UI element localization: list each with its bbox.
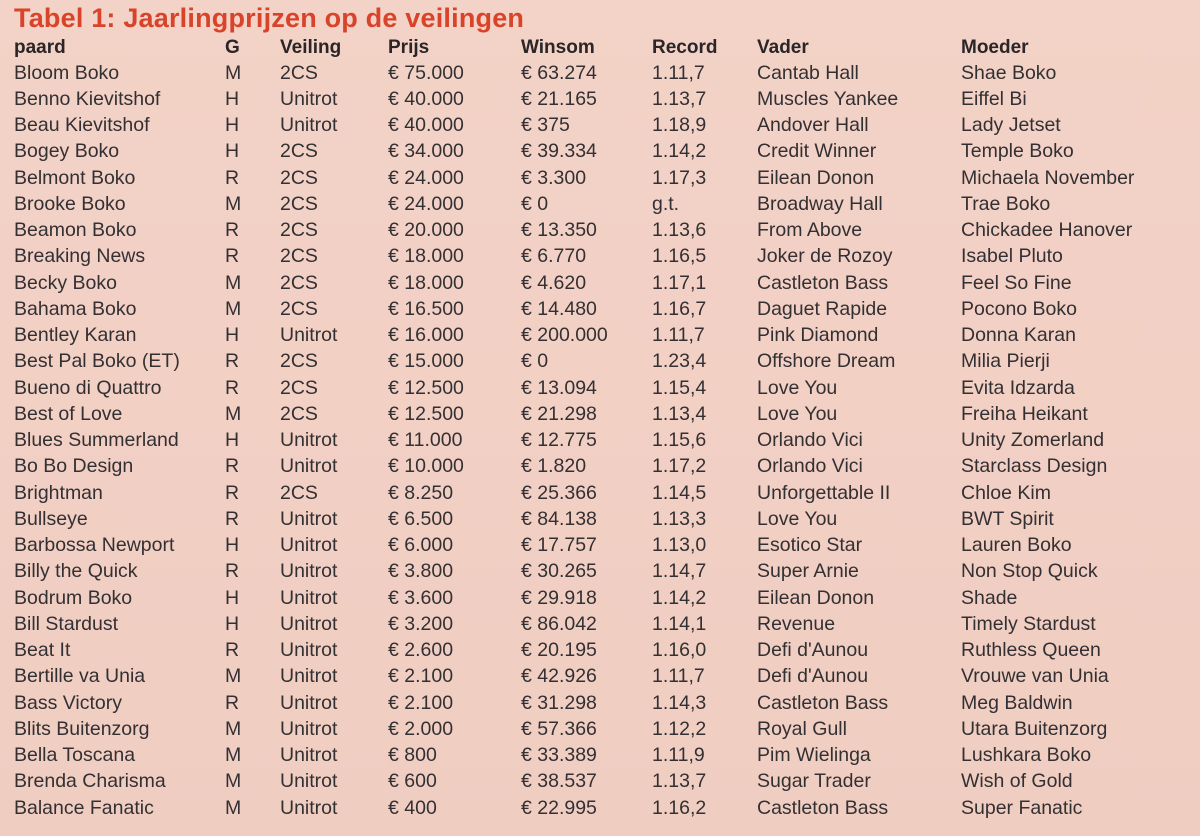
vader-cell: Love You: [757, 376, 838, 399]
moeder-cell: Vrouwe van Unia: [961, 665, 1109, 688]
vader-cell: From Above: [757, 219, 863, 242]
geslacht-cell: M: [225, 770, 242, 793]
veiling-cell: Unitrot: [280, 429, 338, 452]
prijs-cell: € 800: [388, 744, 437, 767]
table-row: [14, 585, 1194, 611]
moeder-cell: Meg Baldwin: [961, 691, 1073, 714]
paard-cell: Bueno di Quattro: [14, 376, 162, 399]
winsom-cell: € 17.757: [521, 534, 597, 557]
record-cell: 1.11,7: [652, 665, 705, 688]
record-cell: 1.14,7: [652, 560, 707, 583]
paard-cell: Bentley Karan: [14, 324, 137, 347]
vader-cell: Pim Wielinga: [757, 744, 871, 767]
veiling-cell: Unitrot: [280, 717, 338, 740]
table-row: [14, 296, 1194, 322]
vader-cell: Andover Hall: [757, 114, 869, 137]
geslacht-cell: H: [225, 534, 240, 557]
winsom-cell: € 30.265: [521, 560, 597, 583]
geslacht-cell: R: [225, 560, 240, 583]
veiling-cell: Unitrot: [280, 534, 338, 557]
vader-cell: Orlando Vici: [757, 429, 863, 452]
winsom-cell: € 1.820: [521, 455, 587, 478]
geslacht-cell: R: [225, 245, 240, 268]
vader-cell: Love You: [757, 507, 838, 530]
vader-cell: Defi d'Aunou: [757, 665, 869, 688]
prijs-cell: € 75.000: [388, 61, 464, 84]
geslacht-cell: M: [225, 796, 242, 819]
prijs-cell: € 3.800: [388, 560, 454, 583]
table-row: [14, 559, 1194, 585]
record-cell: 1.14,1: [652, 612, 707, 635]
paard-cell: Bo Bo Design: [14, 455, 134, 478]
record-cell: 1.14,3: [652, 691, 707, 714]
record-cell: 1.14,2: [652, 586, 707, 609]
vader-cell: Sugar Trader: [757, 770, 871, 793]
geslacht-cell: R: [225, 376, 240, 399]
paard-cell: Beat It: [14, 639, 71, 662]
paard-cell: Bloom Boko: [14, 61, 120, 84]
geslacht-cell: H: [225, 586, 240, 609]
column-header-veiling: Veiling: [280, 37, 342, 58]
prijs-cell: € 18.000: [388, 245, 464, 268]
table-row: [14, 191, 1194, 217]
record-cell: 1.17,2: [652, 455, 707, 478]
moeder-cell: Timely Stardust: [961, 612, 1096, 635]
paard-cell: Beau Kievitshof: [14, 114, 150, 137]
winsom-cell: € 38.537: [521, 770, 597, 793]
geslacht-cell: R: [225, 639, 240, 662]
vader-cell: Orlando Vici: [757, 455, 863, 478]
record-cell: 1.16,5: [652, 245, 707, 268]
moeder-cell: Isabel Pluto: [961, 245, 1063, 268]
column-header-record: Record: [652, 37, 718, 58]
veiling-cell: 2CS: [280, 140, 318, 163]
moeder-cell: Ruthless Queen: [961, 639, 1101, 662]
geslacht-cell: M: [225, 271, 242, 294]
vader-cell: Credit Winner: [757, 140, 877, 163]
paard-cell: Belmont Boko: [14, 166, 136, 189]
veiling-cell: Unitrot: [280, 770, 338, 793]
record-cell: 1.13,4: [652, 402, 707, 425]
moeder-cell: BWT Spirit: [961, 507, 1054, 530]
moeder-cell: Shae Boko: [961, 61, 1057, 84]
record-cell: 1.16,7: [652, 297, 707, 320]
vader-cell: Super Arnie: [757, 560, 859, 583]
column-header-prijs: Prijs: [388, 37, 430, 58]
prijs-cell: € 6.000: [388, 534, 454, 557]
moeder-cell: Utara Buitenzorg: [961, 717, 1108, 740]
geslacht-cell: M: [225, 665, 242, 688]
paard-cell: Brooke Boko: [14, 192, 126, 215]
table-row: [14, 638, 1194, 664]
veiling-cell: 2CS: [280, 350, 318, 373]
winsom-cell: € 21.165: [521, 87, 597, 110]
winsom-cell: € 375: [521, 114, 570, 137]
record-cell: 1.12,2: [652, 717, 707, 740]
veiling-cell: 2CS: [280, 219, 318, 242]
prijs-cell: € 3.200: [388, 612, 454, 635]
vader-cell: Castleton Bass: [757, 796, 889, 819]
prijs-cell: € 2.000: [388, 717, 454, 740]
geslacht-cell: R: [225, 507, 240, 530]
vader-cell: Unforgettable II: [757, 481, 891, 504]
veiling-cell: Unitrot: [280, 586, 338, 609]
record-cell: 1.11,9: [652, 744, 705, 767]
record-cell: 1.15,4: [652, 376, 707, 399]
vader-cell: Love You: [757, 402, 838, 425]
winsom-cell: € 39.334: [521, 140, 597, 163]
record-cell: 1.13,7: [652, 770, 707, 793]
prijs-cell: € 16.500: [388, 297, 464, 320]
record-cell: 1.11,7: [652, 61, 705, 84]
paard-cell: Brightman: [14, 481, 103, 504]
table-row: [14, 506, 1194, 532]
geslacht-cell: H: [225, 324, 240, 347]
winsom-cell: € 12.775: [521, 429, 597, 452]
prijs-cell: € 12.500: [388, 402, 464, 425]
prijs-cell: € 34.000: [388, 140, 464, 163]
vader-cell: Broadway Hall: [757, 192, 883, 215]
moeder-cell: Non Stop Quick: [961, 560, 1098, 583]
winsom-cell: € 31.298: [521, 691, 597, 714]
winsom-cell: € 0: [521, 192, 549, 215]
table-row: [14, 113, 1194, 139]
geslacht-cell: R: [225, 350, 240, 373]
winsom-cell: € 25.366: [521, 481, 597, 504]
moeder-cell: Starclass Design: [961, 455, 1108, 478]
prijs-cell: € 24.000: [388, 166, 464, 189]
winsom-cell: € 86.042: [521, 612, 597, 635]
column-header-paard: paard: [14, 37, 66, 58]
moeder-cell: Wish of Gold: [961, 770, 1073, 793]
moeder-cell: Lushkara Boko: [961, 744, 1092, 767]
column-header-moeder: Moeder: [961, 37, 1029, 58]
veiling-cell: Unitrot: [280, 507, 338, 530]
prijs-cell: € 18.000: [388, 271, 464, 294]
column-header-vader: Vader: [757, 37, 809, 58]
geslacht-cell: M: [225, 61, 242, 84]
table-row: [14, 218, 1194, 244]
veiling-cell: Unitrot: [280, 114, 338, 137]
record-cell: 1.23,4: [652, 350, 707, 373]
geslacht-cell: H: [225, 114, 240, 137]
veiling-cell: Unitrot: [280, 665, 338, 688]
moeder-cell: Lauren Boko: [961, 534, 1072, 557]
table-row: [14, 795, 1194, 821]
winsom-cell: € 20.195: [521, 639, 597, 662]
table-header-row: [14, 36, 1194, 60]
paard-cell: Blits Buitenzorg: [14, 717, 150, 740]
table-row: [14, 716, 1194, 742]
winsom-cell: € 200.000: [521, 324, 608, 347]
geslacht-cell: R: [225, 219, 240, 242]
vader-cell: Royal Gull: [757, 717, 847, 740]
column-header-g: G: [225, 37, 240, 58]
vader-cell: Defi d'Aunou: [757, 639, 869, 662]
prijs-cell: € 10.000: [388, 455, 464, 478]
paard-cell: Benno Kievitshof: [14, 87, 161, 110]
prijs-cell: € 12.500: [388, 376, 464, 399]
vader-cell: Castleton Bass: [757, 271, 889, 294]
prijs-cell: € 40.000: [388, 87, 464, 110]
moeder-cell: Super Fanatic: [961, 796, 1083, 819]
moeder-cell: Chloe Kim: [961, 481, 1051, 504]
table-title: Tabel 1: Jaarlingprijzen op de veilingen: [14, 3, 525, 33]
table-row: [14, 428, 1194, 454]
veiling-cell: Unitrot: [280, 455, 338, 478]
veiling-cell: 2CS: [280, 481, 318, 504]
paard-cell: Barbossa Newport: [14, 534, 175, 557]
winsom-cell: € 14.480: [521, 297, 597, 320]
table-row: [14, 86, 1194, 112]
table-row: [14, 401, 1194, 427]
winsom-cell: € 4.620: [521, 271, 587, 294]
geslacht-cell: H: [225, 140, 240, 163]
winsom-cell: € 21.298: [521, 402, 597, 425]
veiling-cell: Unitrot: [280, 639, 338, 662]
veiling-cell: 2CS: [280, 245, 318, 268]
table-row: [14, 165, 1194, 191]
prijs-cell: € 16.000: [388, 324, 464, 347]
veiling-cell: 2CS: [280, 271, 318, 294]
vader-cell: Daguet Rapide: [757, 297, 888, 320]
moeder-cell: Temple Boko: [961, 140, 1074, 163]
veiling-cell: Unitrot: [280, 744, 338, 767]
veiling-cell: 2CS: [280, 61, 318, 84]
winsom-cell: € 84.138: [521, 507, 597, 530]
geslacht-cell: M: [225, 297, 242, 320]
paard-cell: Becky Boko: [14, 271, 117, 294]
veiling-cell: Unitrot: [280, 612, 338, 635]
table-row: [14, 769, 1194, 795]
paard-cell: Bella Toscana: [14, 744, 136, 767]
paard-cell: Bogey Boko: [14, 140, 120, 163]
vader-cell: Pink Diamond: [757, 324, 879, 347]
table-row: [14, 270, 1194, 296]
geslacht-cell: H: [225, 429, 240, 452]
winsom-cell: € 13.094: [521, 376, 597, 399]
geslacht-cell: R: [225, 166, 240, 189]
prijs-cell: € 3.600: [388, 586, 454, 609]
table-body: [14, 60, 1194, 821]
geslacht-cell: M: [225, 717, 242, 740]
record-cell: 1.14,2: [652, 140, 707, 163]
record-cell: 1.18,9: [652, 114, 707, 137]
table-row: [14, 743, 1194, 769]
geslacht-cell: M: [225, 192, 242, 215]
prijs-cell: € 600: [388, 770, 437, 793]
table-row: [14, 244, 1194, 270]
record-cell: 1.13,6: [652, 219, 707, 242]
geslacht-cell: R: [225, 455, 240, 478]
moeder-cell: Freiha Heikant: [961, 402, 1088, 425]
winsom-cell: € 3.300: [521, 166, 587, 189]
winsom-cell: € 57.366: [521, 717, 597, 740]
veiling-cell: Unitrot: [280, 324, 338, 347]
winsom-cell: € 33.389: [521, 744, 597, 767]
geslacht-cell: H: [225, 87, 240, 110]
table-row: [14, 533, 1194, 559]
record-cell: 1.16,0: [652, 639, 707, 662]
paard-cell: Blues Summerland: [14, 429, 179, 452]
record-cell: 1.13,7: [652, 87, 707, 110]
winsom-cell: € 63.274: [521, 61, 597, 84]
prijs-cell: € 2.600: [388, 639, 454, 662]
moeder-cell: Milia Pierji: [961, 350, 1050, 373]
record-cell: 1.15,6: [652, 429, 707, 452]
paard-cell: Bahama Boko: [14, 297, 137, 320]
winsom-cell: € 42.926: [521, 665, 597, 688]
table-row: [14, 60, 1194, 86]
table-row: [14, 454, 1194, 480]
vader-cell: Eilean Donon: [757, 586, 875, 609]
moeder-cell: Lady Jetset: [961, 114, 1061, 137]
winsom-cell: € 0: [521, 350, 549, 373]
prijs-cell: € 2.100: [388, 691, 454, 714]
record-cell: 1.13,3: [652, 507, 707, 530]
paard-cell: Brenda Charisma: [14, 770, 166, 793]
paard-cell: Breaking News: [14, 245, 146, 268]
vader-cell: Joker de Rozoy: [757, 245, 893, 268]
moeder-cell: Chickadee Hanover: [961, 219, 1133, 242]
paard-cell: Best of Love: [14, 402, 123, 425]
prijs-cell: € 24.000: [388, 192, 464, 215]
veiling-cell: 2CS: [280, 166, 318, 189]
veiling-cell: 2CS: [280, 297, 318, 320]
vader-cell: Cantab Hall: [757, 61, 859, 84]
prijs-cell: € 15.000: [388, 350, 464, 373]
prijs-cell: € 40.000: [388, 114, 464, 137]
moeder-cell: Unity Zomerland: [961, 429, 1105, 452]
prijs-cell: € 2.100: [388, 665, 454, 688]
paard-cell: Bass Victory: [14, 691, 123, 714]
winsom-cell: € 22.995: [521, 796, 597, 819]
moeder-cell: Feel So Fine: [961, 271, 1072, 294]
paard-cell: Beamon Boko: [14, 219, 137, 242]
moeder-cell: Eiffel Bi: [961, 87, 1027, 110]
moeder-cell: Shade: [961, 586, 1018, 609]
veiling-cell: Unitrot: [280, 560, 338, 583]
paard-cell: Best Pal Boko (ET): [14, 350, 180, 373]
paard-cell: Bill Stardust: [14, 612, 119, 635]
prijs-cell: € 11.000: [388, 429, 463, 452]
veiling-cell: 2CS: [280, 402, 318, 425]
table-row: [14, 611, 1194, 637]
veiling-cell: Unitrot: [280, 87, 338, 110]
geslacht-cell: M: [225, 744, 242, 767]
paard-cell: Bullseye: [14, 507, 88, 530]
table-row: [14, 690, 1194, 716]
vader-cell: Muscles Yankee: [757, 87, 899, 110]
record-cell: 1.13,0: [652, 534, 707, 557]
record-cell: 1.17,3: [652, 166, 707, 189]
paard-cell: Bodrum Boko: [14, 586, 133, 609]
vader-cell: Eilean Donon: [757, 166, 875, 189]
table-row: [14, 664, 1194, 690]
table-row: [14, 349, 1194, 375]
record-cell: 1.11,7: [652, 324, 705, 347]
winsom-cell: € 6.770: [521, 245, 587, 268]
moeder-cell: Donna Karan: [961, 324, 1076, 347]
moeder-cell: Evita Idzarda: [961, 376, 1075, 399]
veiling-cell: Unitrot: [280, 796, 338, 819]
prijs-cell: € 400: [388, 796, 437, 819]
geslacht-cell: M: [225, 402, 242, 425]
moeder-cell: Pocono Boko: [961, 297, 1078, 320]
vader-cell: Esotico Star: [757, 534, 863, 557]
vader-cell: Castleton Bass: [757, 691, 889, 714]
moeder-cell: Michaela November: [961, 166, 1135, 189]
prijs-cell: € 8.250: [388, 481, 454, 504]
prijs-cell: € 6.500: [388, 507, 454, 530]
moeder-cell: Trae Boko: [961, 192, 1051, 215]
record-cell: g.t.: [652, 192, 680, 215]
table-row: [14, 480, 1194, 506]
prijs-cell: € 20.000: [388, 219, 464, 242]
paard-cell: Billy the Quick: [14, 560, 138, 583]
table-row: [14, 323, 1194, 349]
record-cell: 1.17,1: [652, 271, 707, 294]
geslacht-cell: R: [225, 691, 240, 714]
record-cell: 1.14,5: [652, 481, 707, 504]
geslacht-cell: H: [225, 612, 240, 635]
paard-cell: Balance Fanatic: [14, 796, 154, 819]
record-cell: 1.16,2: [652, 796, 707, 819]
winsom-cell: € 29.918: [521, 586, 597, 609]
veiling-cell: 2CS: [280, 192, 318, 215]
table-row: [14, 375, 1194, 401]
geslacht-cell: R: [225, 481, 240, 504]
paard-cell: Bertille va Unia: [14, 665, 146, 688]
table-row: [14, 139, 1194, 165]
veiling-cell: Unitrot: [280, 691, 338, 714]
vader-cell: Revenue: [757, 612, 836, 635]
yearling-prices-table: [14, 36, 1194, 821]
column-header-winsom: Winsom: [521, 37, 595, 58]
vader-cell: Offshore Dream: [757, 350, 896, 373]
veiling-cell: 2CS: [280, 376, 318, 399]
winsom-cell: € 13.350: [521, 219, 597, 242]
